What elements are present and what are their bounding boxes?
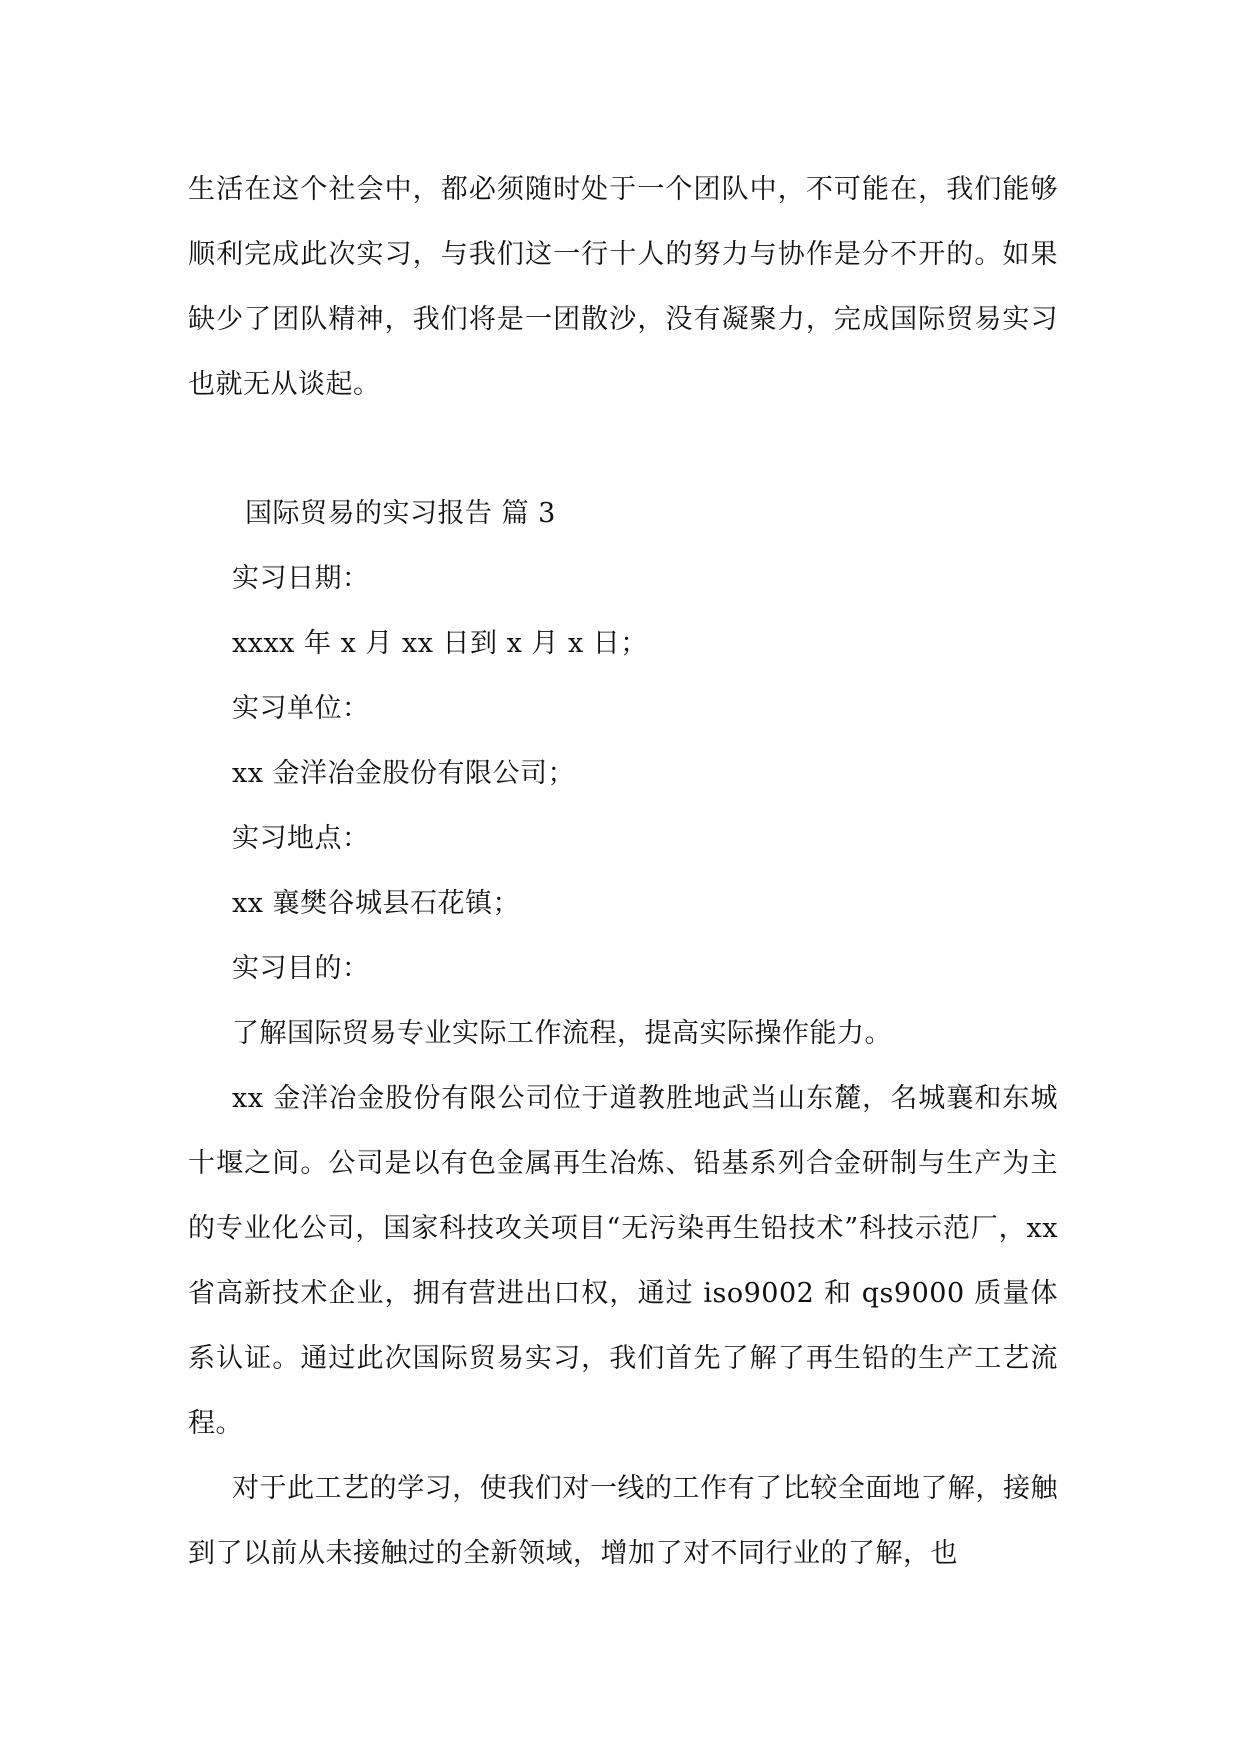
document-content (188, 157, 1068, 1586)
body-paragraph: 对于此工艺的学习，使我们对一线的工作有了比较全面地了解，接触到了以前从未接触过的全新领域，增加了对不同行业的了解，也 (188, 1473, 1058, 1569)
field-label-location: 实习地点： (232, 823, 370, 854)
field-label-date: 实习日期： (232, 563, 370, 594)
field-value-date: xxxx 年 x 月 xx 日到 x 月 x 日； (232, 628, 648, 659)
field-value-unit: xx 金洋冶金股份有限公司； (232, 758, 576, 789)
body-paragraph: xx 金洋冶金股份有限公司位于道教胜地武当山东麓，名城襄和东城十堰之间。公司是以有色金属再生冶炼、铅基系列合金研制与生产为主的专业化公司，国家科技攻关项目“无污染再生铅技术”科技示范厂，xx 省高新技术企业，拥有营进出口权，通过 iso9002 和 qs9000 质量体系认证。通过此次国际贸易实习，我们首先了解了再生铅的生产工艺流程。 (188, 1083, 1068, 1439)
field-label-purpose: 实习目的： (232, 953, 370, 984)
intro-paragraph: 生活在这个社会中，都必须随时处于一个团队中，不可能在，我们能够顺利完成此次实习，与我们这一行十人的努力与协作是分不开的。如果缺少了团队精神，我们将是一团散沙，没有凝聚力，完成国际贸易实习也就无从谈起。 (188, 174, 1058, 400)
field-label-unit: 实习单位： (232, 693, 370, 724)
field-value-location: xx 襄樊谷城县石花镇； (232, 888, 521, 919)
field-value-purpose: 了解国际贸易专业实际工作流程，提高实际操作能力。 (232, 1018, 892, 1049)
section-heading: 国际贸易的实习报告 篇 3 (245, 498, 556, 529)
